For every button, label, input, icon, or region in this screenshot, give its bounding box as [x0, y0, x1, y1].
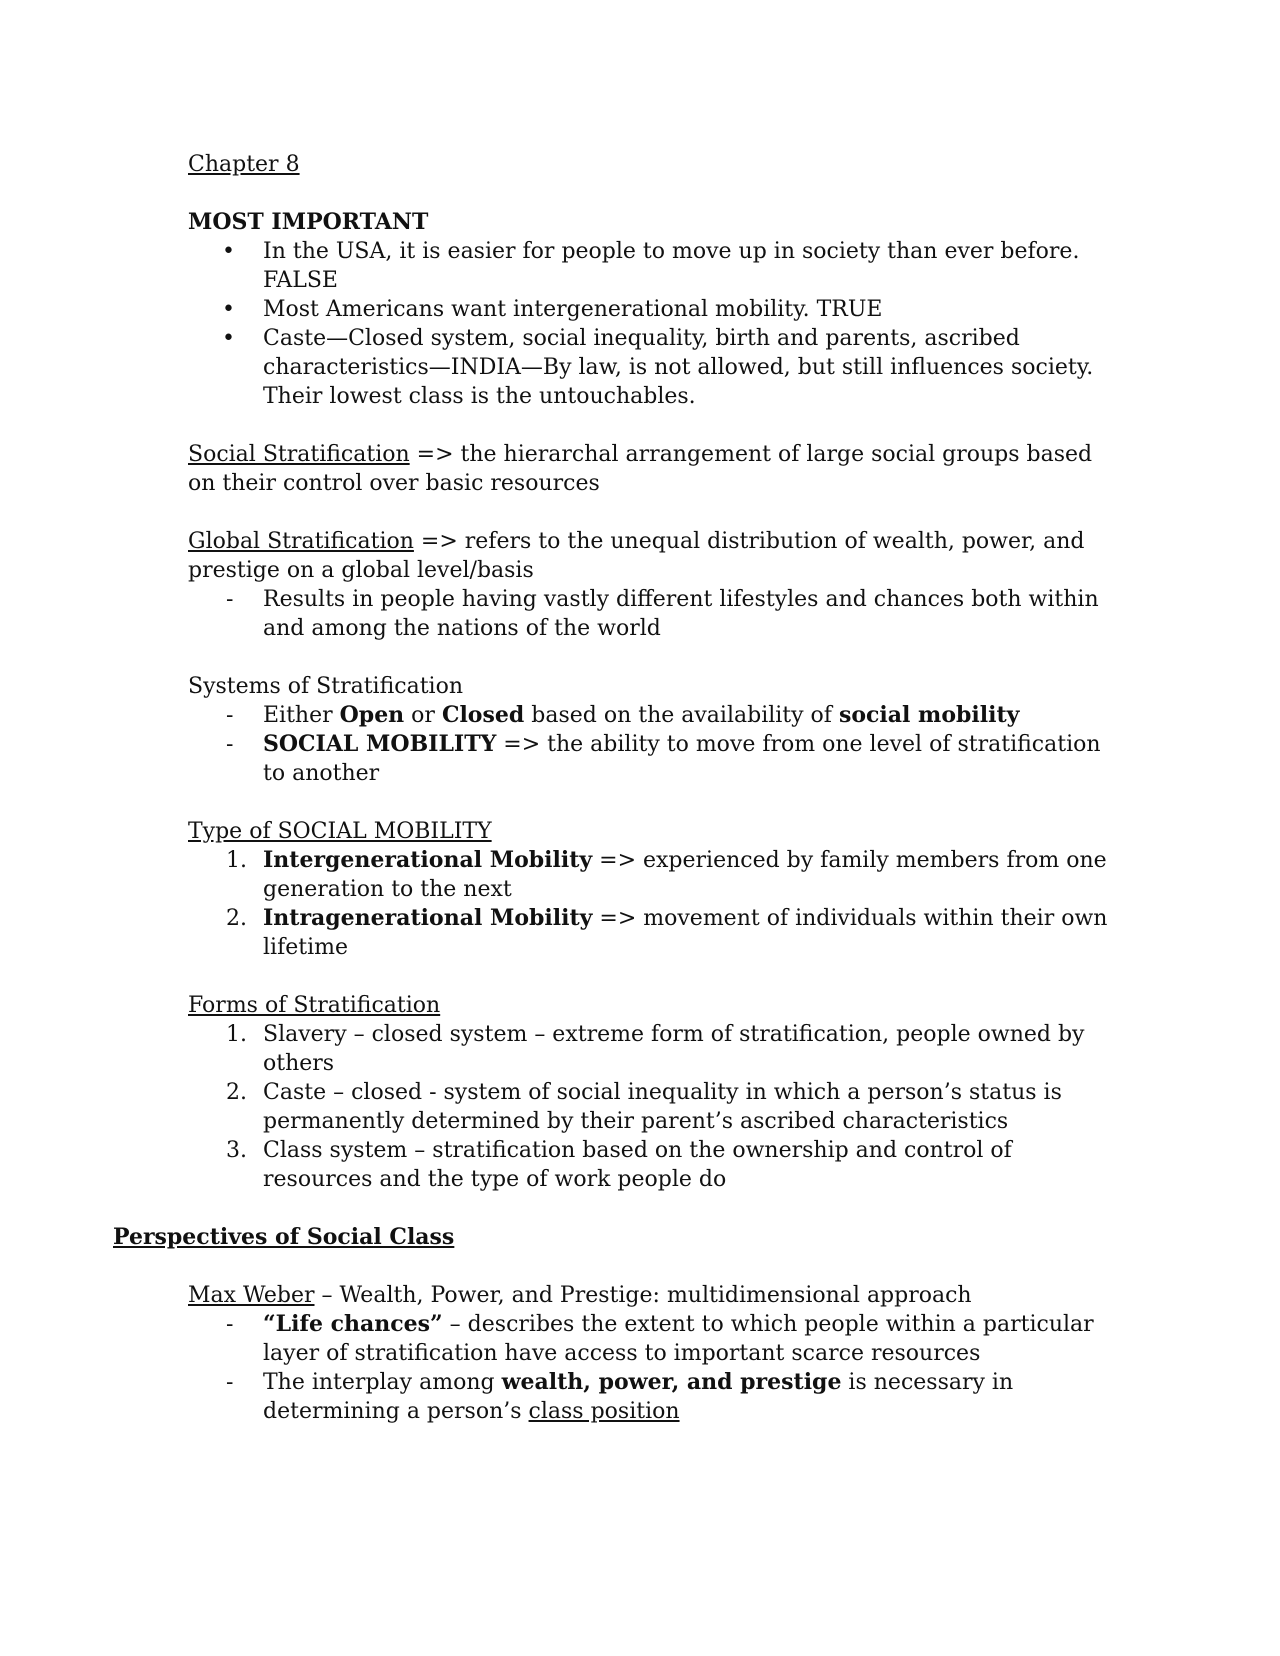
number-marker: 1.	[226, 1022, 247, 1047]
list-item: 1. Slavery – closed system – extreme form of stratification, people owned by others	[226, 1022, 1085, 1076]
list-item: 1. Intergenerational Mobility => experienced by family members from one generation to the next	[226, 847, 1107, 902]
list-item: • In the USA, it is easier for people to move up in society than ever before. FALSE	[222, 239, 1080, 293]
list-item: - SOCIAL MOBILITY => the ability to move from one level of stratification to another	[226, 731, 1101, 786]
bullet-marker: •	[222, 326, 235, 351]
number-marker: 2.	[226, 1080, 247, 1105]
most-important-title: MOST IMPORTANT	[188, 209, 429, 235]
term: Social Stratification	[188, 442, 410, 467]
dash-marker: -	[226, 732, 234, 757]
list-item: - Results in people having vastly different lifestyles and chances both within and among the nations of the world	[226, 587, 1099, 641]
weber-list	[188, 1310, 1108, 1426]
list-item: 2. Intragenerational Mobility => movement of individuals within their own lifetime	[226, 905, 1108, 960]
types-heading	[188, 817, 1108, 846]
dash-marker: -	[226, 1312, 234, 1337]
dash-marker: -	[226, 1370, 234, 1395]
perspectives-title: Perspectives of Social Class	[113, 1224, 455, 1250]
number-marker: 3.	[226, 1138, 247, 1163]
dash-marker: -	[226, 587, 234, 612]
document-body	[113, 150, 1108, 1426]
chapter-heading	[188, 150, 1108, 179]
bullet-marker: •	[222, 239, 235, 264]
list-item: - Either Open or Closed based on the availability of social mobility	[226, 702, 1020, 728]
social-stratification-definition: Social Stratification => the hierarchal arrangement of large social groups based on their control over basic resources	[188, 442, 1093, 496]
weber-name: Max Weber	[188, 1283, 315, 1308]
forms-title: Forms of Stratification	[188, 993, 441, 1018]
list-item: • Most Americans want intergenerational mobility. TRUE	[222, 297, 883, 322]
forms-heading	[188, 991, 1108, 1020]
global-stratification-list	[188, 585, 1108, 643]
systems-title: Systems of Stratification	[188, 674, 463, 699]
number-marker: 2.	[226, 906, 247, 931]
types-list	[188, 846, 1108, 962]
list-item: - “Life chances” – describes the extent to which people within a particular layer of stratification have access to important scarce resources	[226, 1311, 1094, 1366]
list-item: 2. Caste – closed - system of social inequality in which a person’s status is permanently determined by their parent’s ascribed characteristics	[226, 1080, 1062, 1134]
perspectives-heading	[113, 1223, 1108, 1252]
types-title: Type of SOCIAL MOBILITY	[188, 819, 492, 844]
most-important-list	[188, 237, 1108, 411]
chapter-title: Chapter 8	[188, 152, 300, 177]
forms-list	[188, 1020, 1108, 1194]
systems-list	[188, 701, 1108, 788]
bullet-marker: •	[222, 297, 235, 322]
list-item: - The interplay among wealth, power, and prestige is necessary in determining a person’s class position	[226, 1369, 1014, 1424]
term: Global Stratification	[188, 529, 414, 554]
global-stratification-definition: Global Stratification => refers to the unequal distribution of wealth, power, and prestige on a global level/basis	[188, 529, 1085, 583]
weber-line: Max Weber – Wealth, Power, and Prestige: multidimensional approach	[188, 1283, 972, 1308]
dash-marker: -	[226, 703, 234, 728]
list-item: 3. Class system – stratification based on the ownership and control of resources and the type of work people do	[226, 1138, 1012, 1192]
number-marker: 1.	[226, 848, 247, 873]
list-item: • Caste—Closed system, social inequality, birth and parents, ascribed characteristics—INDIA—By law, is not allowed, but still influences society. Their lowest class is the untouchables.	[222, 326, 1094, 409]
